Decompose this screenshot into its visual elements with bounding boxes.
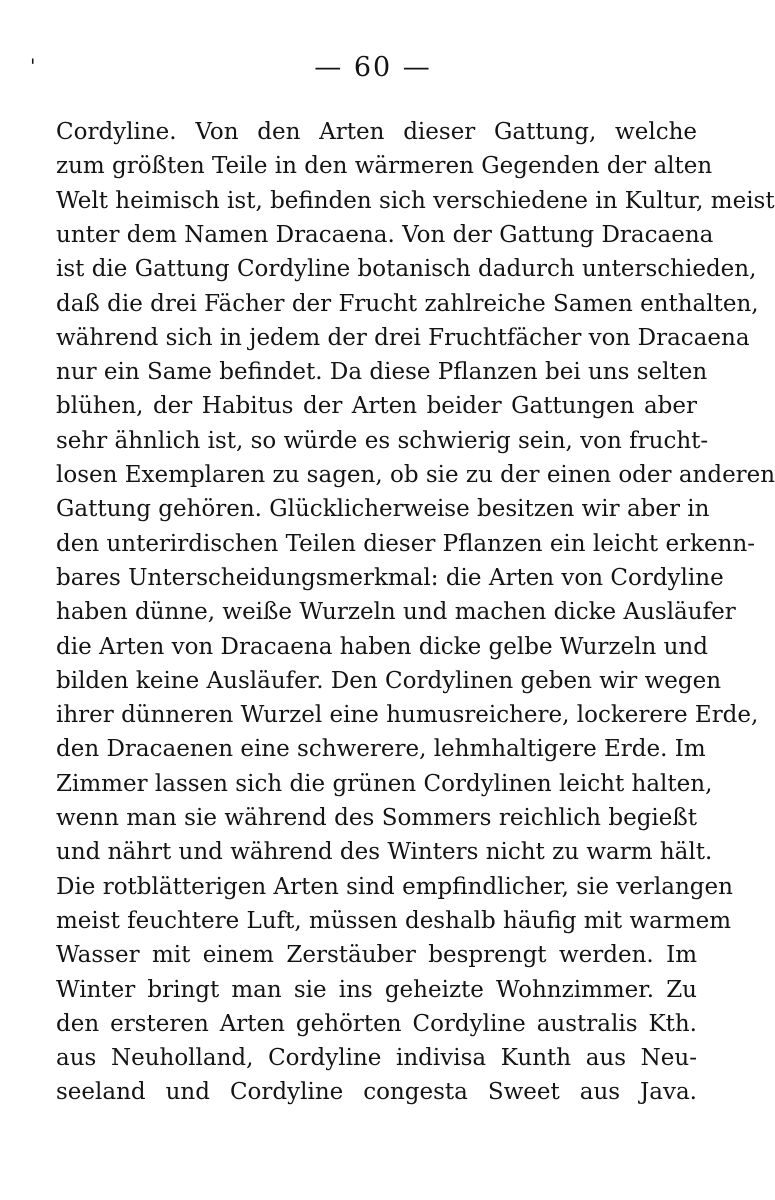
text-line: Winter bringt man sie ins geheizte Wohnzimmer. Zu <box>56 976 697 1003</box>
margin-mark: ' <box>30 54 36 78</box>
text-line: ist die Gattung Cordyline botanisch dadurch unterschieden, <box>56 256 757 283</box>
text-line: ihrer dünneren Wurzel eine humusreichere, lockerere Erde, <box>56 702 759 729</box>
text-line: den Dracaenen eine schwerere, lehmhaltigere Erde. Im <box>56 736 706 763</box>
text-line: Welt heimisch ist, befinden sich verschiedene in Kultur, meist <box>56 187 775 214</box>
text-line: meist feuchtere Luft, müssen deshalb häufig mit warmem <box>56 907 732 934</box>
text-line: aus Neuholland, Cordyline indivisa Kunth aus Neu- <box>56 1045 697 1072</box>
text-line: Cordyline. Von den Arten dieser Gattung, welche <box>56 119 697 145</box>
text-line: daß die drei Fächer der Frucht zahlreiche Samen enthalten, <box>56 290 759 317</box>
text-line: Gattung gehören. Glücklicherweise besitzen wir aber in <box>56 496 710 523</box>
text-line: unter dem Namen Dracaena. Von der Gattung Dracaena <box>56 221 714 248</box>
text-line: sehr ähnlich ist, so würde es schwierig sein, von frucht- <box>56 427 709 454</box>
text-line: Wasser mit einem Zerstäuber besprengt werden. Im <box>56 942 697 969</box>
text-line: wenn man sie während des Sommers reichlich begießt <box>56 805 697 831</box>
page-number: — 60 — <box>314 52 432 83</box>
text-line: den unterirdischen Teilen dieser Pflanzen ein leicht erkenn- <box>56 530 756 557</box>
text-line: bilden keine Ausläufer. Den Cordylinen geben wir wegen <box>56 667 722 694</box>
text-line: den ersteren Arten gehörten Cordyline australis Kth. <box>56 1010 697 1037</box>
text-line: blühen, der Habitus der Arten beider Gattungen aber <box>56 393 697 420</box>
text-line: nur ein Same befindet. Da diese Pflanzen bei uns selten <box>56 359 708 386</box>
text-line: bares Unterscheidungsmerkmal: die Arten von Cordyline <box>56 564 724 591</box>
text-line: Die rotblätterigen Arten sind empfindlicher, sie verlangen <box>56 873 733 900</box>
text-line: und nährt und während des Winters nicht zu warm hält. <box>56 839 713 866</box>
text-line: Zimmer lassen sich die grünen Cordylinen leicht halten, <box>56 770 713 797</box>
text-line: haben dünne, weiße Wurzeln und machen dicke Ausläufer <box>56 599 736 626</box>
text-line: während sich in jedem der drei Fruchtfächer von Dracaena <box>56 324 750 351</box>
text-line: zum größten Teile in den wärmeren Gegenden der alten <box>56 153 713 180</box>
text-line: seeland und Cordyline congesta Sweet aus Java. <box>56 1079 697 1106</box>
text-line: die Arten von Dracaena haben dicke gelbe Wurzeln und <box>56 633 708 660</box>
text-line: losen Exemplaren zu sagen, ob sie zu der einen oder anderen <box>56 462 775 488</box>
